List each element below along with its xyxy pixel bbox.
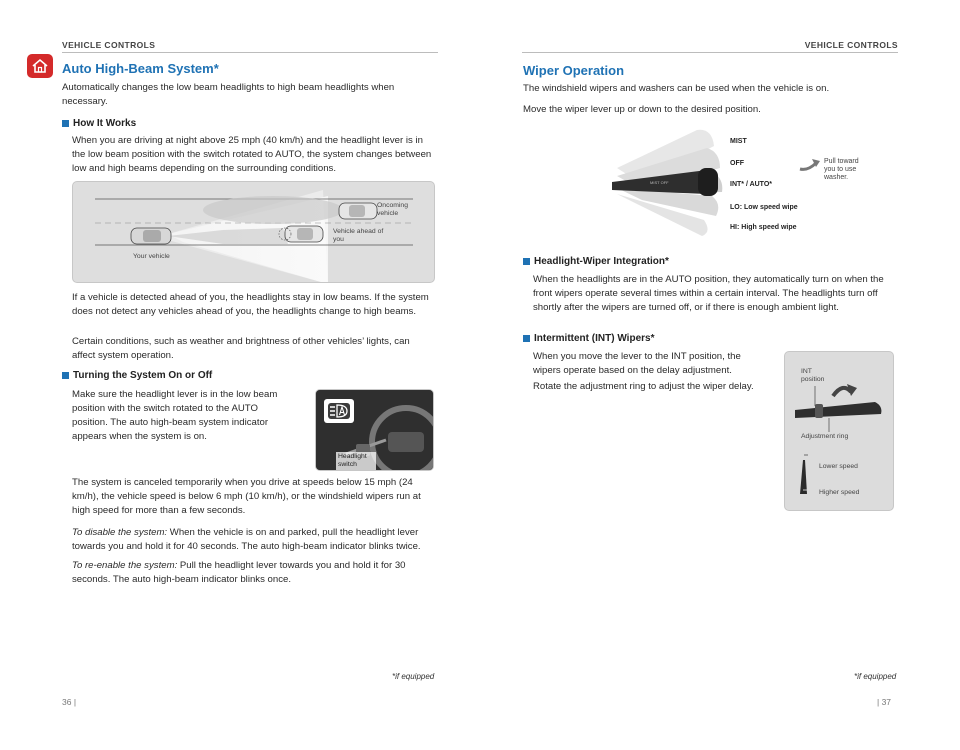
high-beam-diagram — [72, 181, 435, 283]
int-position-label: INT position — [801, 368, 825, 383]
int-heading: Intermittent (INT) Wipers* — [523, 333, 654, 344]
footnote: *if equipped — [392, 672, 435, 681]
intro-text: Automatically changes the low beam headlights to high beam headlights when necessary. — [62, 82, 395, 107]
adjustment-ring-label: Adjustment ring — [801, 433, 849, 440]
int-text-1: When you move the lever to the INT position, the wipers operate based on the delay adjustment. — [533, 351, 741, 376]
wiper-hi-label: HI: High speed wipe — [730, 224, 797, 231]
page-number: 36 | — [62, 697, 77, 707]
int-text-2: Rotate the adjustment ring to adjust the wiper delay. — [533, 381, 754, 392]
wiper-mist-label: MIST — [730, 138, 747, 145]
headlight-switch-label: Headlight switch — [336, 452, 376, 470]
turn-heading: Turning the System On or Off — [62, 370, 212, 381]
headlight-auto-icon — [324, 399, 354, 423]
section-label: VEHICLE CONTROLS — [804, 40, 898, 50]
oncoming-vehicle-car — [339, 203, 377, 219]
disable-text: To disable the system: When the vehicle is on and parked, pull the headlight lever towards you and hold it for 40 seconds. The auto high-beam indicator blinks twice. — [72, 527, 421, 552]
pull-washer-label: Pull toward you to use washer. — [824, 158, 859, 181]
wiper-int-label: INT* / AUTO* — [730, 181, 773, 188]
wiper-intro-2: Move the wiper lever up or down to the desired position. — [523, 104, 761, 115]
home-icon — [31, 58, 49, 74]
how-text-1: When you are driving at night above 25 mph (40 km/h) and the headlight lever is in the low beam position with the switch rotated to AUTO, the system changes between low and high beams depending on the surrounding conditions. — [72, 135, 432, 174]
headlight-wiper-heading: Headlight-Wiper Integration* — [523, 256, 669, 267]
right-page — [480, 0, 960, 750]
how-heading: How It Works — [62, 118, 136, 129]
section-label: VEHICLE CONTROLS — [62, 40, 156, 50]
your-vehicle-car — [131, 228, 171, 244]
your-vehicle-label: Your vehicle — [133, 253, 170, 260]
svg-text:MIST OFF: MIST OFF — [650, 180, 669, 185]
wiper-lever-figure — [612, 128, 727, 238]
wiper-intro-1: The windshield wipers and washers can be used when the vehicle is on. — [523, 83, 830, 94]
ahead-label: Vehicle ahead of you — [333, 228, 384, 243]
header-rule — [62, 52, 438, 53]
wiper-off-label: OFF — [730, 160, 744, 167]
header-rule — [522, 52, 898, 53]
how-text-3: Certain conditions, such as weather and brightness of other vehicles’ lights, can affect system operation. — [72, 336, 410, 361]
how-text-2: If a vehicle is detected ahead of you, the headlights stay in low beams. If the system does not detect any vehicles ahead of you, the headlights change to high beams. — [72, 292, 429, 317]
page-title: Wiper Operation — [523, 63, 625, 78]
page-title: Auto High-Beam System* — [62, 61, 219, 76]
int-wiper-figure — [784, 351, 894, 511]
footnote: *if equipped — [854, 672, 897, 681]
page-number: | 37 — [877, 697, 892, 707]
headlight-switch-figure — [315, 389, 434, 471]
headlight-wiper-text: When the headlights are in the AUTO position, they automatically turn on when the front wipers operate several times within a certain interval. The headlights turn off shortly after the wipers are turned off, or if there is enough ambient light. — [533, 274, 884, 313]
wiper-lo-label: LO: Low speed wipe — [730, 204, 798, 211]
lower-speed-label: Lower speed — [819, 463, 858, 470]
turn-text-1: Make sure the headlight lever is in the low beam position with the switch rotated to the AUTO position. The auto high-beam system indicator appears when the system is on. — [72, 389, 278, 442]
higher-speed-label: Higher speed — [819, 489, 860, 496]
turn-text-2: The system is canceled temporarily when you drive at speeds below 15 mph (24 km/h), the vehicle speed is below 6 mph (10 km/h), or the windshield wipers run at high speed for more than a few seconds. — [72, 477, 421, 516]
oncoming-label: Oncoming vehicle — [377, 202, 408, 217]
pull-arrow-icon — [798, 157, 822, 173]
reenable-text: To re-enable the system: Pull the headlight lever towards you and hold it for 30 seconds. The auto high-beam indicator blinks once. — [72, 560, 406, 585]
home-button[interactable] — [27, 54, 53, 78]
